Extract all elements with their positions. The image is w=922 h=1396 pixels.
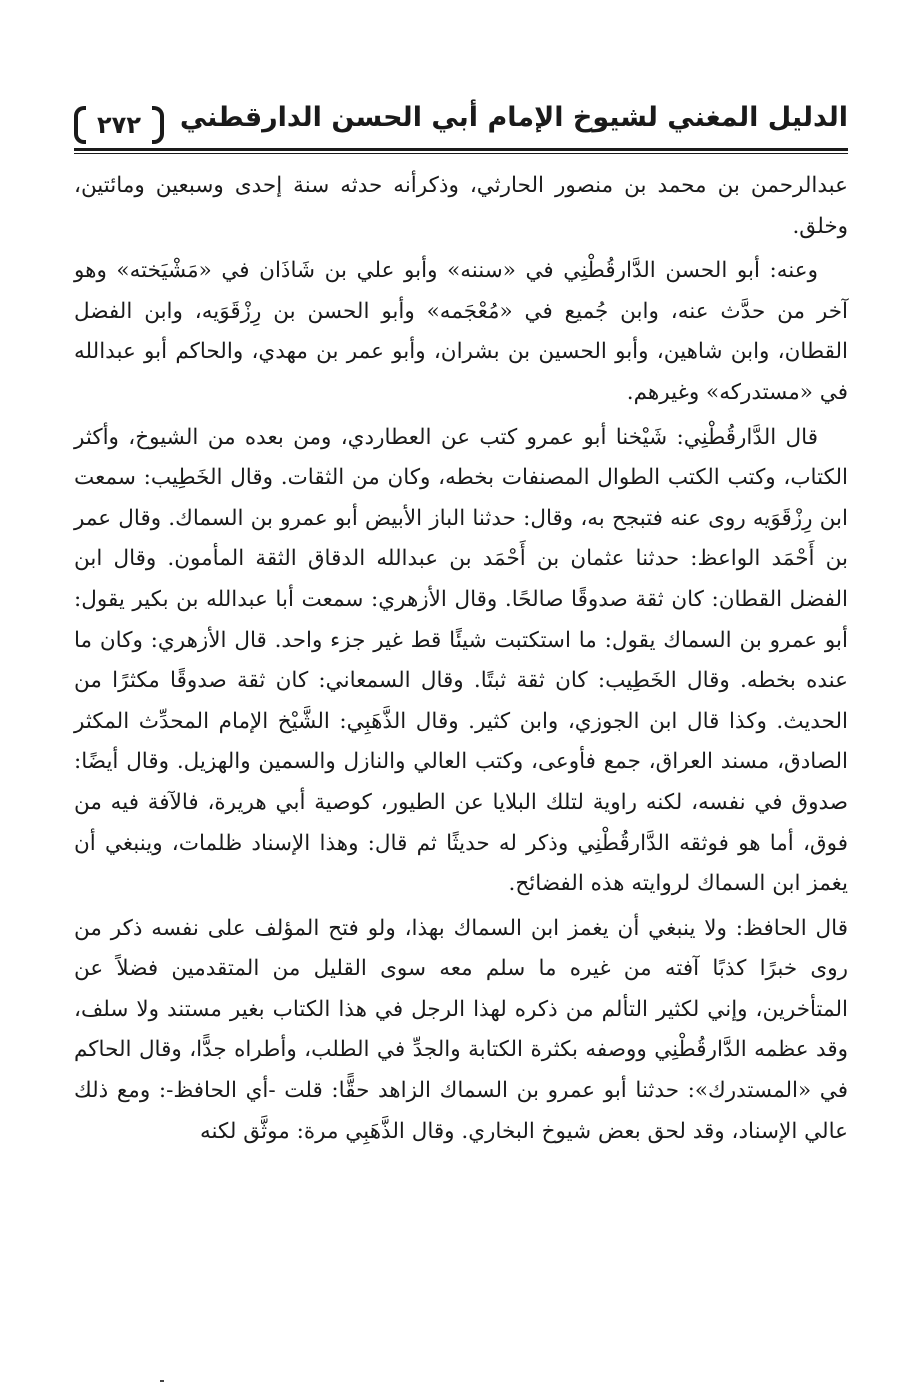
paragraph-1: عبدالرحمن بن محمد بن منصور الحارثي، وذكرأنه حدثه سنة إحدى وسبعين ومائتين، وخلق. [74,173,848,239]
paragraph-2: وعنه: أبو الحسن الدَّارقُطْنِي في «سننه» وأبو علي بن شَاذَان في «مَشْيَخته» وهو آخر من حدَّث عنه، وابن جُميع في «مُعْجَمه» وأبو الحسن بن رِزْقَوَيه، وابن الفضل القطان، وابن شاهين، وأبو الحسين بن بشران، وأبو عمر بن مهدي، والحاكم أبو عبدالله في «مستدركه» وغيرهم. [74,258,848,405]
page-header [74,94,848,154]
paragraph-4: قال الحافظ: ولا ينبغي أن يغمز ابن السماك بهذا، ولو فتح المؤلف على نفسه ذكر من روى خبرًا كذبًا آفته من غيره ما سلم معه سوى القليل من المتقدمين فضلاً عن المتأخرين، وإني لكثير التألم من ذكره لهذا الرجل في هذا الكتاب بغير مستند ولا سلف، وقد عظمه الدَّارقُطْنِي ووصفه بكثرة الكتابة والجدِّ في الطلب، وأطراه جدًّا، وقال الحاكم في «المستدرك»: حدثنا أبو عمرو بن السماك الزاهد حقًّا: قلت -أي الحافظ-: ومع ذلك عالي الإسناد، وقد لحق بعض شيوخ البخاري. وقال الذَّهَبِي مرة: موثَّق لكنه [74,915,848,1144]
page-body [74,166,848,1156]
paragraph-3: قال الدَّارقُطْنِي: شَيْخنا أبو عمرو كتب عن العطاردي، ومن بعده من الشيوخ، وأكثر الكتاب، وكتب الكتب الطوال المصنفات بخطه، وكان من الثقات. وقال الخَطِيب: سمعت ابن رِزْقَوَيه روى عنه فتبجح به، وقال: حدثنا الباز الأبيض أبو عمرو بن السماك. وقال عمر بن أَحْمَد الواعظ: حدثنا عثمان بن أَحْمَد بن عبدالله الدقاق الثقة المأمون. وقال ابن الفضل القطان: كان ثقة صدوقًا صالحًا. وقال الأزهري: سمعت أبا عبدالله بن بكير يقول: أبو عمرو بن السماك يقول: ما استكتبت شيئًا قط غير جزء واحد. قال الأزهري: وكان ما عنده بخطه. وقال الخَطِيب: كان ثقة ثبتًا. وقال السمعاني: كان ثقة صدوقًا مكثرًا من الحديث. وكذا قال ابن الجوزي، وابن كثير. وقال الذَّهَبِي: الشَّيْخ الإمام المحدِّث المكثر الصادق، مسند العراق، جمع فأوعى، وكتب العالي والنازل والسمين والهزيل. وقال أيضًا: صدوق في نفسه، لكنه راوية لتلك البلايا عن الطيور، كوصية أبي هريرة، فالآفة فيه من فوق، أما هو فوثقه الدَّارقُطْنِي وذكر له حديثًا ثم قال: وهذا الإسناد ظلمات، وينبغي أن يغمز ابن السماك لروايته هذه الفضائح. [74,424,848,897]
scan-speck [160,1380,164,1382]
header-divider [74,148,848,154]
page-number-bracket-right [152,106,164,144]
page-number: ٢٧٢ [97,111,141,139]
running-title: الدليل المغني لشيوخ الإمام أبي الحسن الدارقطني [179,102,848,133]
